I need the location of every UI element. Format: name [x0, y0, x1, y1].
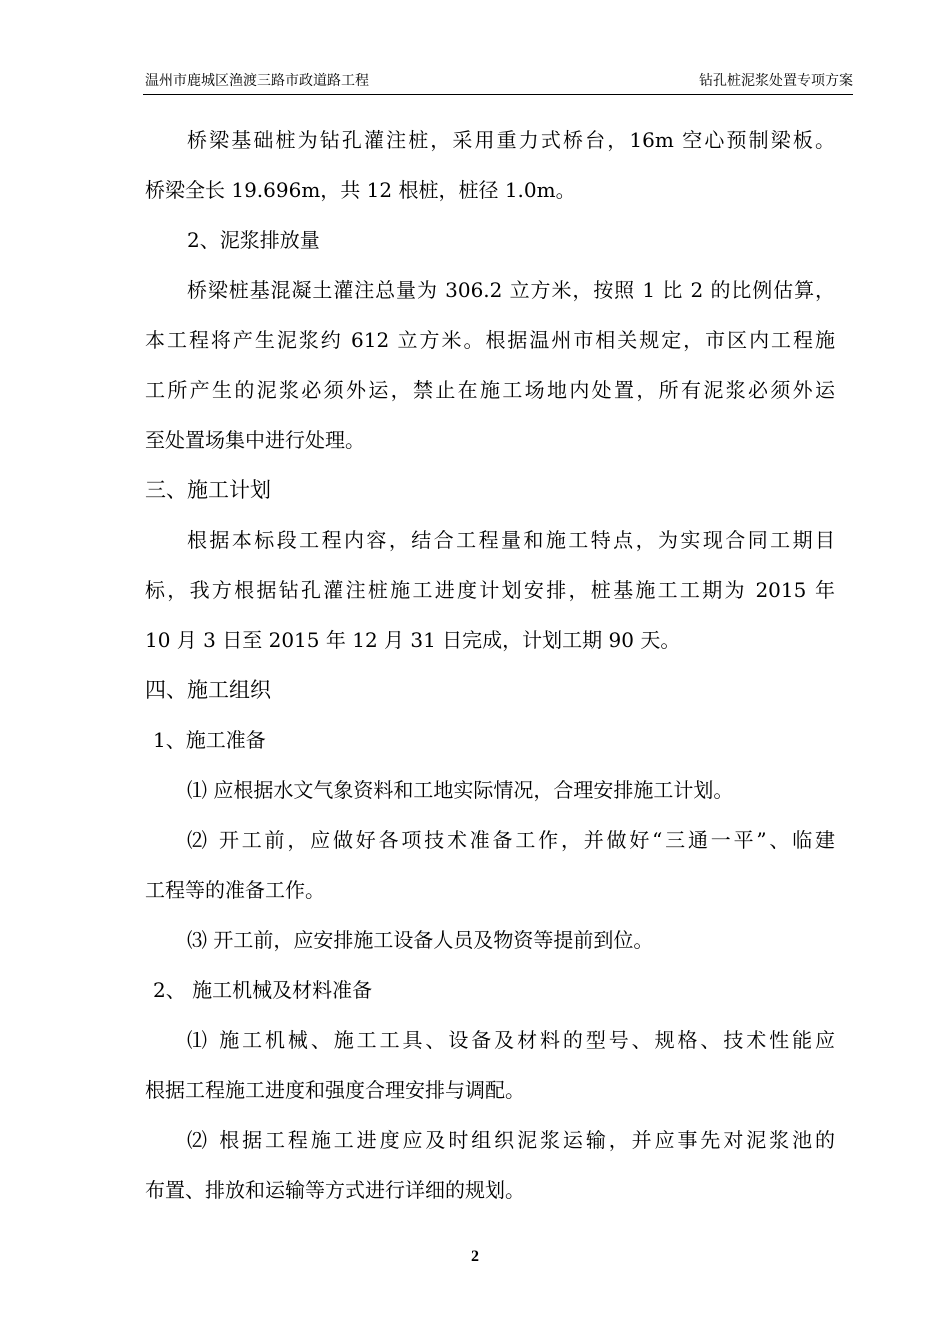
list-item: ⑶ 开工前，应安排施工设备人员及物资等提前到位。	[187, 928, 654, 952]
list-item: ⑴ 施工机械、施工工具、设备及材料的型号、规格、技术性能应	[187, 1028, 835, 1052]
paragraph-line: 桥梁基础桩为钻孔灌注桩，采用重力式桥台，16m 空心预制梁板。	[187, 128, 835, 152]
subsection-heading: 2、泥浆排放量	[187, 228, 320, 252]
header-document-title: 钻孔桩泥浆处置专项方案	[699, 73, 853, 89]
page-header	[143, 70, 853, 95]
section-heading: 四、施工组织	[145, 678, 271, 702]
list-item: ⑴ 应根据水文气象资料和工地实际情况，合理安排施工计划。	[187, 778, 734, 802]
paragraph-line: 工所产生的泥浆必须外运，禁止在施工场地内处置，所有泥浆必须外运	[145, 378, 835, 402]
subsection-heading: 2、 施工机械及材料准备	[153, 978, 373, 1002]
document-body	[145, 115, 835, 1215]
paragraph-line: 工程等的准备工作。	[145, 878, 325, 902]
section-heading: 三、施工计划	[145, 478, 271, 502]
subsection-heading: 1、施工准备	[153, 728, 266, 752]
paragraph-line: 本工程将产生泥浆约 612 立方米。根据温州市相关规定，市区内工程施	[145, 328, 835, 352]
paragraph-line: 根据工程施工进度和强度合理安排与调配。	[145, 1078, 525, 1102]
paragraph-line: 标，我方根据钻孔灌注桩施工进度计划安排，桩基施工工期为 2015 年	[145, 578, 835, 602]
paragraph-line: 至处置场集中进行处理。	[145, 428, 365, 452]
paragraph-line: 10 月 3 日至 2015 年 12 月 31 日完成，计划工期 90 天。	[145, 628, 681, 652]
header-project-title: 温州市鹿城区渔渡三路市政道路工程	[145, 73, 369, 89]
paragraph-line: 桥梁桩基混凝土灌注总量为 306.2 立方米，按照 1 比 2 的比例估算，	[187, 278, 835, 302]
paragraph-line: 根据本标段工程内容，结合工程量和施工特点，为实现合同工期目	[187, 528, 835, 552]
list-item: ⑵ 开工前，应做好各项技术准备工作，并做好“三通一平”、临建	[187, 828, 835, 852]
paragraph-line: 桥梁全长 19.696m，共 12 根桩，桩径 1.0m。	[145, 178, 576, 202]
page-number: 2	[471, 1248, 479, 1265]
paragraph-line: 布置、排放和运输等方式进行详细的规划。	[145, 1178, 525, 1202]
list-item: ⑵ 根据工程施工进度应及时组织泥浆运输，并应事先对泥浆池的	[187, 1128, 835, 1152]
